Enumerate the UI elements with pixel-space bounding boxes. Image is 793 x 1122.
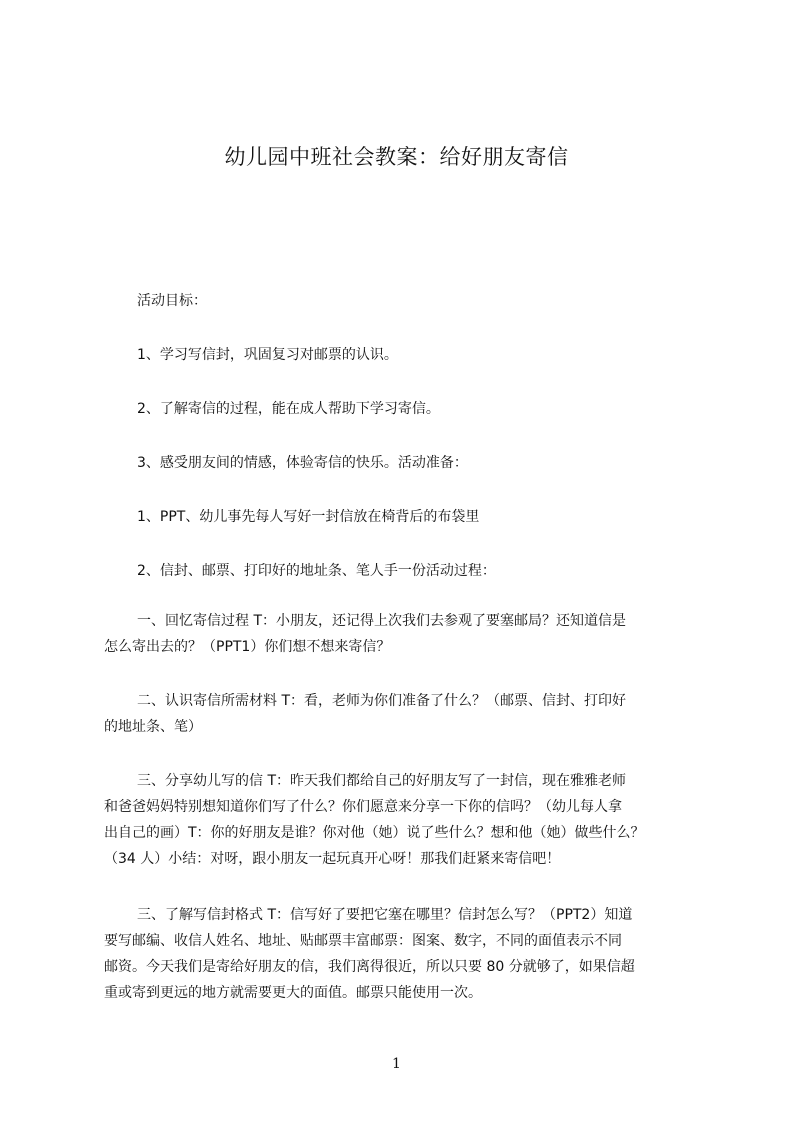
process-step-2 bbox=[104, 688, 702, 740]
process-step-1 bbox=[104, 608, 702, 660]
prep-item-1: 1、PPT、幼儿事先每人写好一封信放在椅背后的布袋里 bbox=[137, 509, 480, 525]
paragraph-line: （34 人）小结：对呀，跟小朋友一起玩真开心呀！那我们赶紧来寄信吧！ bbox=[104, 851, 561, 867]
paragraph-line: 的地址条、笔） bbox=[104, 719, 202, 735]
document-title: 幼儿园中班社会教案：给好朋友寄信 bbox=[224, 145, 569, 169]
process-step-3 bbox=[104, 768, 702, 872]
paragraph-line: 和爸爸妈妈特别想知道你们写了什么？你们愿意来分享一下你的信吗？（幼儿每人拿 bbox=[104, 799, 622, 815]
paragraph-line: 三、分享幼儿写的信 T：昨天我们都给自己的好朋友写了一封信，现在雅雅老师 bbox=[137, 773, 626, 789]
process-step-4 bbox=[104, 902, 702, 1006]
page-number: 1 bbox=[392, 1056, 401, 1072]
goal-item-2: 2、了解寄信的过程，能在成人帮助下学习寄信。 bbox=[137, 401, 440, 417]
paragraph-line: 邮资。今天我们是寄给好朋友的信，我们离得很近，所以只要 80 分就够了，如果信超 bbox=[104, 959, 635, 975]
paragraph-line: 一、回忆寄信过程 T：小朋友，还记得上次我们去参观了要塞邮局？还知道信是 bbox=[137, 613, 626, 629]
paragraph-line: 二、认识寄信所需材料 T：看，老师为你们准备了什么？（邮票、信封、打印好 bbox=[137, 693, 626, 709]
paragraph-line: 要写邮编、收信人姓名、地址、贴邮票丰富邮票：图案、数字，不同的面值表示不同 bbox=[104, 933, 622, 949]
section-heading-goals: 活动目标： bbox=[137, 293, 207, 309]
prep-item-2: 2、信封、邮票、打印好的地址条、笔人手一份活动过程： bbox=[137, 563, 496, 579]
goal-item-3: 3、感受朋友间的情感，体验寄信的快乐。活动准备： bbox=[137, 455, 468, 471]
paragraph-line: 三、了解写信封格式 T：信写好了要把它塞在哪里？信封怎么写？（PPT2）知道 bbox=[137, 907, 633, 923]
paragraph-line: 出自己的画）T：你的好朋友是谁？你对他（她）说了些什么？想和他（她）做些什么？ bbox=[104, 825, 645, 841]
paragraph-line: 重或寄到更远的地方就需要更大的面值。邮票只能使用一次。 bbox=[104, 985, 482, 1001]
paragraph-line: 怎么寄出去的？（PPT1）你们想不想来寄信？ bbox=[104, 639, 391, 655]
goal-item-1: 1、学习写信封，巩固复习对邮票的认识。 bbox=[137, 347, 398, 363]
